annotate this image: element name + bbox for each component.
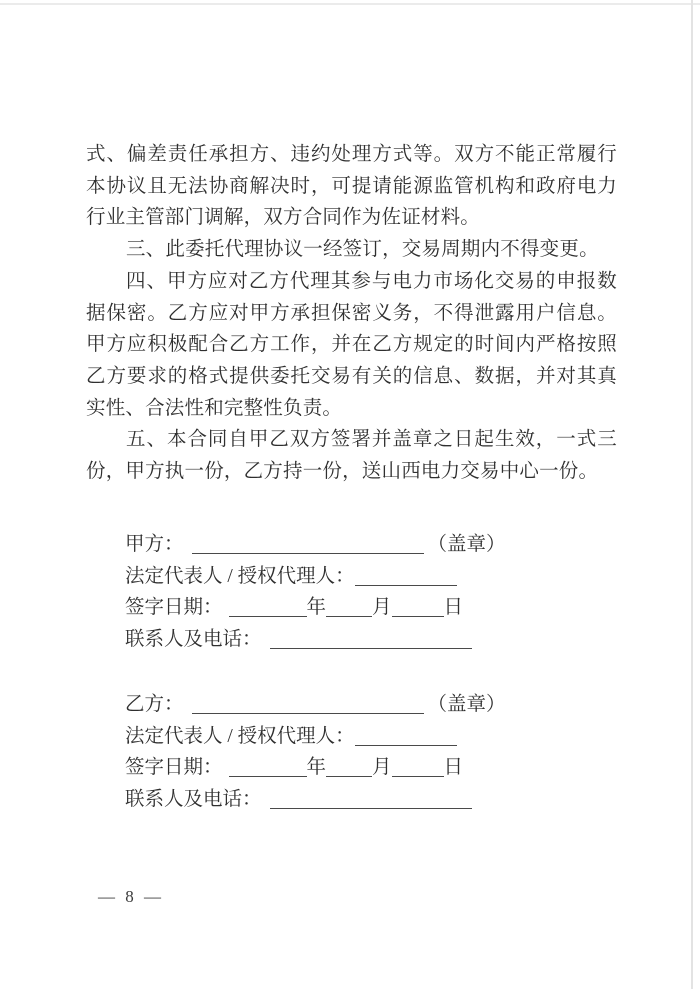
party-a-day-label: 日 (443, 597, 464, 619)
party-b-representative-row (125, 721, 545, 753)
party-b-signature-block (125, 689, 545, 816)
party-b-sign-date-row (125, 752, 545, 784)
party-b-representative-blank-line (355, 725, 457, 746)
party-b-month-blank-line (326, 756, 372, 777)
party-a-signature-block (125, 529, 545, 656)
party-a-contact-row (125, 624, 545, 656)
party-a-year-blank-line (229, 596, 307, 617)
party-a-month-blank-line (326, 596, 372, 617)
page-number: — 8 — (98, 887, 164, 906)
party-a-contact-blank-line (270, 628, 472, 649)
party-a-name-blank-line (192, 533, 424, 554)
party-b-sign-date-label: 签字日期： (125, 757, 223, 779)
party-b-seal-label: （盖章） (427, 694, 506, 715)
party-a-representative-blank-line (355, 565, 457, 586)
party-b-contact-label: 联系人及电话： (125, 789, 262, 811)
party-a-representative-row (125, 561, 545, 593)
contract-body (86, 139, 617, 488)
paragraph-continuation: 式、偏差责任承担方、违约处理方式等。双方不能正常履行本协议且无法协商解决时，可提请能源监管机构和政府电力行业主管部门调解，双方合同作为佐证材料。 (86, 144, 617, 229)
party-a-year-label: 年 (306, 597, 327, 619)
scan-edge-right (691, 0, 693, 989)
party-a-contact-label: 联系人及电话： (125, 629, 262, 651)
party-b-contact-row (125, 784, 545, 816)
party-b-label: 乙方： (125, 694, 184, 715)
party-b-name-blank-line (192, 693, 424, 714)
party-b-representative-label: 法定代表人 / 授权代理人： (125, 725, 355, 747)
scan-edge-top (0, 3, 700, 5)
party-b-year-label: 年 (306, 757, 327, 779)
party-b-name-row (125, 689, 545, 721)
party-b-year-blank-line (229, 756, 307, 777)
party-a-day-blank-line (392, 596, 444, 617)
paragraph-clause-5: 五、本合同自甲乙双方签署并盖章之日起生效，一式三份，甲方执一份，乙方持一份，送山西电力交易中心一份。 (86, 429, 617, 483)
party-a-sign-date-label: 签字日期： (125, 597, 223, 619)
party-b-contact-blank-line (270, 788, 472, 809)
party-a-label: 甲方： (125, 534, 184, 555)
party-a-sign-date-row (125, 592, 545, 624)
party-a-name-row (125, 529, 545, 561)
party-a-seal-label: （盖章） (427, 534, 506, 555)
paragraph-clause-3: 三、此委托代理协议一经签订，交易周期内不得变更。 (125, 239, 599, 261)
paragraph-clause-4: 四、甲方应对乙方代理其参与电力市场化交易的申报数据保密。乙方应对甲方承担保密义务，不得泄露用户信息。甲方应积极配合乙方工作，并在乙方规定的时间内严格按照乙方要求的格式提供委托交易有关的信息、数据，并对其真实性、合法性和完整性负责。 (86, 270, 617, 419)
party-b-month-label: 月 (372, 757, 392, 779)
party-b-day-label: 日 (443, 757, 464, 779)
party-b-day-blank-line (392, 756, 444, 777)
party-a-representative-label: 法定代表人 / 授权代理人： (125, 565, 355, 587)
party-a-month-label: 月 (372, 597, 392, 619)
